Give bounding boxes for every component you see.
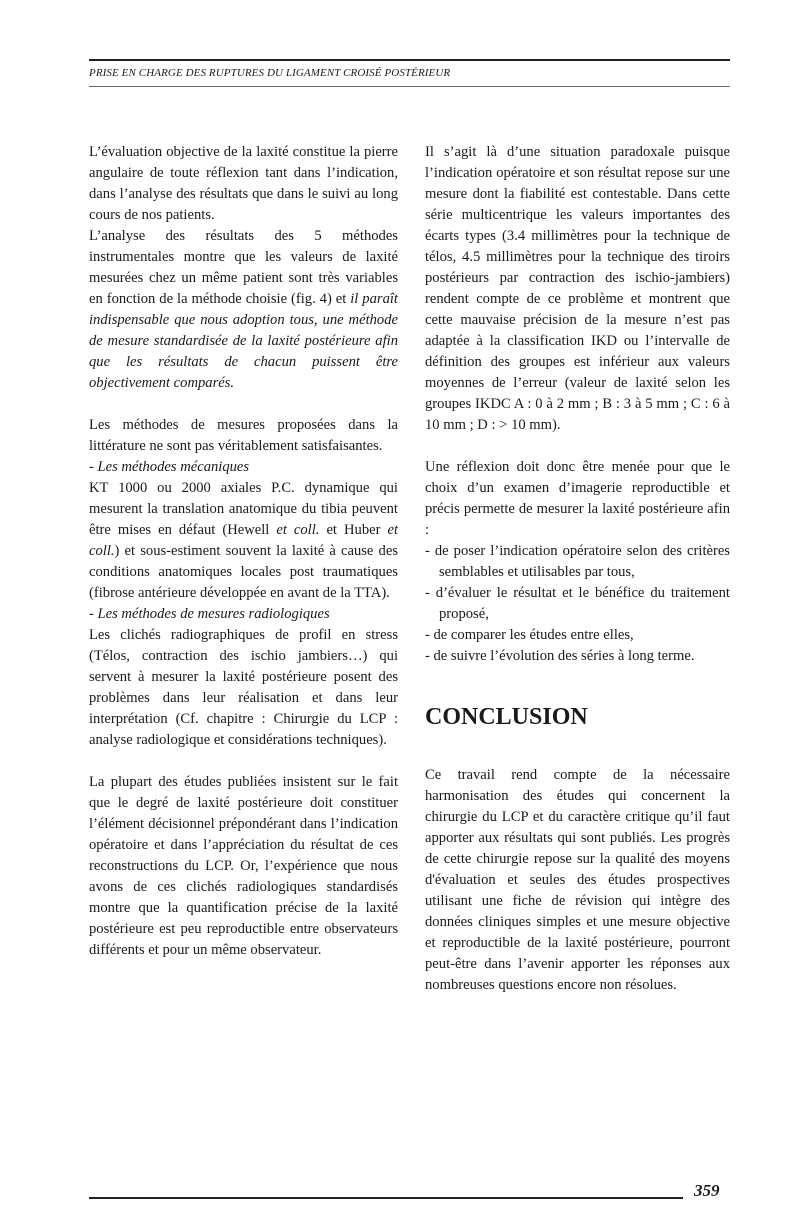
- objectives-list: [425, 541, 730, 667]
- left-paragraph-2-emphasis: il paraît indispensable que nous adoption tous, une méthode de mesure standardisée de la laxité postérieure afin que les résultats de chacun puissent être objectivement comparés.: [89, 291, 398, 391]
- list-item: - d’évaluer le résultat et le bénéfice du traitement proposé,: [425, 585, 730, 622]
- right-paragraph-1: Il s’agit là d’une situation paradoxale puisque l’indication opératoire et son résultat repose sur une mesure dont la fiabilité est contestable. Dans cette série multicentrique les valeurs importantes des écarts types (3.4 millimètres pour la technique de télos, 4.5 millimètres pour la technique des tiroirs postérieurs par contraction des ischio-jambiers) rendent compte de ce problème et montrent que cette mauvaise précision de la mesure n’est pas adaptée à la classification IKD ou l’intervalle de définition des groupes est inférieur aux valeurs moyennes de l’erreur (valeur de laxité selon les groupes IKDC A : 0 à 2 mm ; B : 3 à 5 mm ; C : 6 à 10 mm ; D : > 10 mm).: [425, 144, 730, 433]
- right-column: [425, 142, 730, 996]
- list-item: - de suivre l’évolution des séries à long terme.: [425, 648, 695, 664]
- running-title: PRISE EN CHARGE DES RUPTURES DU LIGAMENT CROISÉ POSTÉRIEUR: [89, 67, 451, 79]
- p4-et-coll-2: et coll.: [89, 522, 399, 559]
- p4-et-coll-1: et coll.: [276, 522, 320, 538]
- left-paragraph-3: Les méthodes de mesures proposées dans la littérature ne sont pas véritablement satisfaisantes.: [89, 417, 398, 454]
- footer-rule: [89, 1197, 683, 1199]
- left-paragraph-6: La plupart des études publiées insistent sur le fait que le degré de laxité postérieure doit constituer l’élément décisionnel prépondérant dans l’indication opératoire et dans l’appréciation du résultat de ces reconstructions du LCP. Or, l’expérience que nous avons de ces clichés radiologiques standardisés montre que la quantification précise de la laxité postérieure est peu reproductible entre observateurs différents et pour un même observateur.: [89, 774, 398, 958]
- conclusion-heading: CONCLUSION: [425, 704, 588, 730]
- header-bottom-rule: [89, 86, 730, 87]
- header-top-rule: [89, 59, 730, 61]
- p4-text-a: KT 1000 ou 2000 axiales P.C. dynamique qui mesurent la translation anatomique du tibia peuvent être mises en défaut (Hewell: [89, 480, 398, 538]
- left-paragraph-5: Les clichés radiographiques de profil en stress (Télos, contraction des ischio jambiers…) qui servent à mesurer la laxité postérieure posent des problèmes dans leur réalisation et dans leur interprétation (Cf. chapitre : Chirurgie du LCP : analyse radiologique et considérations techniques).: [89, 627, 398, 748]
- page-number: 359: [694, 1181, 720, 1200]
- p4-text-c: et Huber: [319, 522, 388, 538]
- conclusion-paragraph: Ce travail rend compte de la nécessaire harmonisation des études qui concernent la chirurgie du LCP et du caractère critique qu’il faut apporter aux résultats qui sont publiés. Les progrès de cette chirurgie repose sur la qualité des moyens d'évaluation et seules des études prospectives utilisant une fiche de révision qui intègre des données cliniques simples et une mesure objective et reproductible de la laxité postérieure, pourront peut-être dans l’avenir apporter les réponses aux nombreuses questions encore non résolues.: [425, 767, 730, 993]
- left-paragraph-4: [89, 478, 398, 604]
- left-paragraph-1: L’évaluation objective de la laxité constitue la pierre angulaire de toute réflexion tant dans l’indication, dans l’analyse des résultats que dans le suivi au long cours de nos patients.: [89, 144, 398, 223]
- right-paragraph-2: Une réflexion doit donc être menée pour que le choix d’un examen d’imagerie reproductible et précis permette de mesurer la laxité postérieure afin :: [425, 459, 730, 538]
- subheading-mechanical-methods: - Les méthodes mécaniques: [89, 459, 250, 475]
- left-column: [89, 142, 398, 961]
- left-paragraph-2-text: L’analyse des résultats des 5 méthodes instrumentales montre que les valeurs de laxité mesurées chez un même patient sont très variables en fonction de la méthode choisie (fig. 4) et: [89, 228, 398, 307]
- p4-text-e: ) et sous-estiment souvent la laxité à cause des conditions anatomiques locales post traumatiques (fibrose antérieure développée en avant de la TTA).: [89, 543, 398, 601]
- left-paragraph-2: [89, 226, 398, 394]
- subheading-radiological-methods: - Les méthodes de mesures radiologiques: [89, 606, 330, 622]
- list-item: - de comparer les études entre elles,: [425, 627, 634, 643]
- list-item: - de poser l’indication opératoire selon des critères semblables et utilisables par tous,: [425, 543, 730, 580]
